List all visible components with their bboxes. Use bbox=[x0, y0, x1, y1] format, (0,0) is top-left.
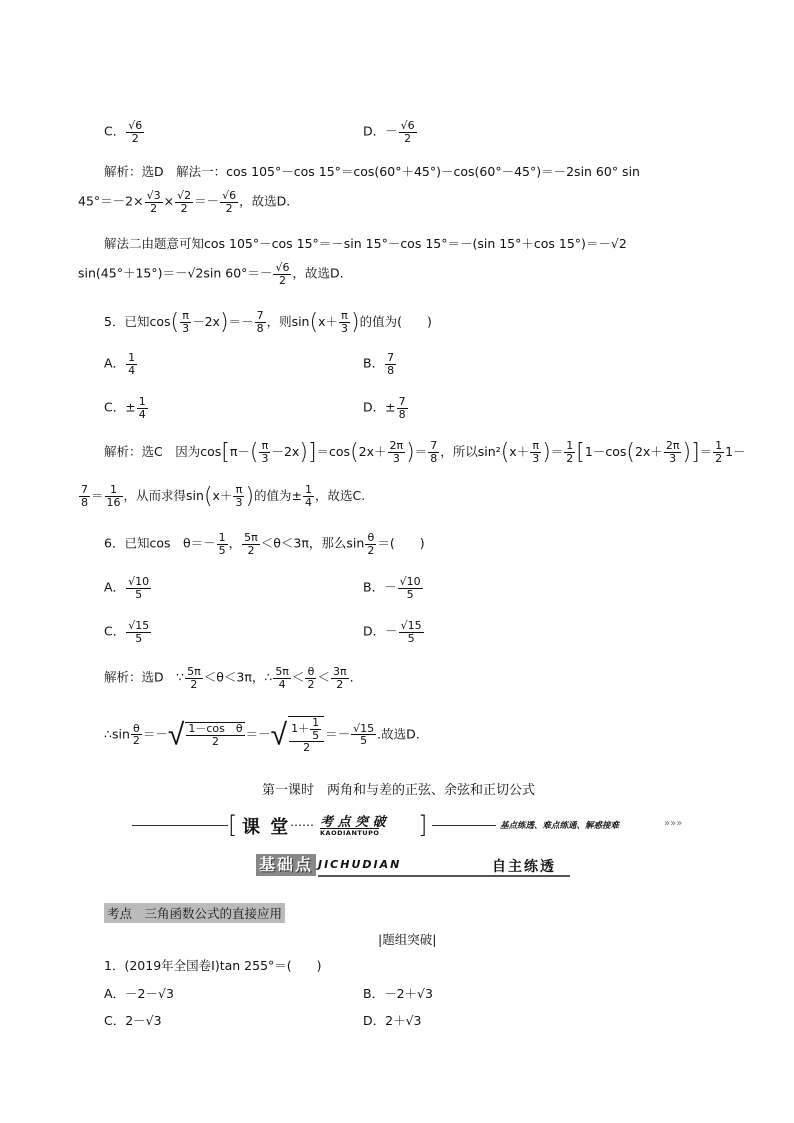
text: ＝ bbox=[91, 488, 104, 503]
denominator: 4 bbox=[278, 677, 286, 691]
solution-6-line-1 bbox=[104, 666, 354, 690]
fraction bbox=[220, 190, 238, 214]
text: －2x bbox=[192, 314, 220, 329]
numerator: √15 bbox=[128, 619, 150, 632]
text: 5．已知cos bbox=[104, 314, 171, 329]
numerator: π bbox=[180, 310, 191, 323]
numerator: 3π bbox=[332, 665, 347, 678]
question-6 bbox=[104, 532, 425, 556]
fraction bbox=[305, 666, 316, 690]
text: x＋ bbox=[509, 444, 530, 459]
radical-sign: √ bbox=[270, 717, 288, 753]
fraction bbox=[126, 120, 144, 144]
fraction bbox=[180, 310, 191, 334]
paren: ( bbox=[203, 484, 213, 509]
question-1: 1．(2019年全国卷Ⅰ)tan 255°＝( ) bbox=[104, 958, 322, 973]
q6-option-a bbox=[104, 576, 152, 600]
numerator: θ bbox=[305, 666, 316, 679]
option-d-top bbox=[363, 120, 418, 144]
denominator: 3 bbox=[669, 452, 677, 465]
numerator: √6 bbox=[275, 261, 290, 274]
text: ＝－ bbox=[245, 726, 271, 742]
fraction bbox=[288, 716, 324, 754]
denominator: 2 bbox=[131, 131, 139, 145]
text: 1－ bbox=[725, 444, 746, 459]
option-label: D．－ bbox=[363, 623, 398, 639]
bracket: ] bbox=[691, 440, 700, 465]
denominator: 2 bbox=[180, 201, 188, 215]
fraction bbox=[385, 352, 396, 376]
paren: ( bbox=[249, 440, 259, 465]
section-pinyin: JICHUDIAN bbox=[318, 858, 402, 871]
text: × bbox=[163, 193, 175, 209]
bracket: [ bbox=[221, 440, 230, 465]
numerator: 1 bbox=[105, 484, 123, 497]
fraction bbox=[365, 532, 376, 556]
denominator: 2 bbox=[307, 677, 315, 691]
text: ＝－ bbox=[142, 726, 168, 742]
fraction bbox=[175, 190, 193, 214]
q5-option-d bbox=[363, 396, 409, 420]
text: x＋ bbox=[212, 488, 233, 503]
solution-5-line-2 bbox=[78, 484, 365, 509]
fraction bbox=[399, 120, 417, 144]
fraction bbox=[564, 440, 575, 464]
text: ＝ bbox=[550, 444, 564, 459]
solution-4-line-3: 解法二由题意可知cos 105°－cos 15°＝－sin 15°－cos 15°＝－(sin 15°＋cos 15°)＝－√2 bbox=[104, 236, 627, 251]
text: ＝ bbox=[414, 444, 428, 459]
denominator: 5 bbox=[407, 631, 415, 645]
fraction bbox=[242, 532, 260, 556]
text: ，故选C. bbox=[315, 488, 366, 503]
numerator: 5π bbox=[244, 531, 258, 544]
text: 2x＋ bbox=[634, 444, 663, 459]
solution-4-line-1: 解析：选D 解法一：cos 105°－cos 15°＝cos(60°＋45°)－cos(60°－45°)＝－2sin 60° sin bbox=[104, 164, 640, 179]
denominator: 8 bbox=[430, 452, 438, 465]
banner-kaodian: 考 点 突 破 bbox=[320, 815, 386, 830]
numerator: √15 bbox=[353, 721, 375, 735]
paren: ) bbox=[682, 440, 692, 465]
denominator: 5 bbox=[406, 587, 414, 601]
denominator: 3 bbox=[532, 452, 540, 465]
fraction bbox=[399, 620, 424, 644]
banner-bracket-right: ] bbox=[418, 811, 428, 839]
text: 45°＝－2× bbox=[78, 193, 144, 209]
denominator: 2 bbox=[278, 273, 286, 287]
numerator: π bbox=[530, 440, 541, 453]
denominator: 5 bbox=[360, 734, 368, 748]
numerator: θ bbox=[131, 723, 142, 736]
q6-option-b bbox=[363, 576, 424, 600]
numerator: 7 bbox=[387, 351, 395, 364]
numerator: 1 bbox=[305, 483, 313, 497]
fraction bbox=[126, 620, 151, 644]
numerator: 5π bbox=[187, 665, 201, 678]
lesson-title: 第一课时 两角和与差的正弦、余弦和正切公式 bbox=[262, 783, 536, 798]
text: 的值为± bbox=[254, 488, 303, 503]
text: ，故选D. bbox=[292, 265, 344, 281]
text: ＝( ) bbox=[377, 535, 425, 551]
denominator: 2 bbox=[190, 677, 198, 691]
paren: ( bbox=[350, 440, 359, 465]
numerator: 1 bbox=[138, 395, 146, 408]
fraction bbox=[259, 440, 270, 464]
fraction bbox=[310, 717, 321, 741]
denominator: 2 bbox=[715, 452, 723, 465]
paren: ) bbox=[299, 440, 308, 465]
denominator: 4 bbox=[138, 407, 146, 421]
text: ∴sin bbox=[104, 726, 130, 742]
text: ＝－ bbox=[325, 726, 351, 742]
banner-pinyin: KAODIANTUPO bbox=[320, 829, 380, 837]
denominator: 2 bbox=[247, 543, 255, 557]
text: ＜θ＜3π，那么sin bbox=[260, 535, 365, 551]
text: ，从而求得sin bbox=[123, 488, 204, 503]
fraction bbox=[397, 396, 408, 420]
fraction bbox=[185, 666, 203, 690]
denominator: 2 bbox=[336, 677, 344, 691]
text: 解析：选D ∵ bbox=[104, 669, 185, 685]
paren: ) bbox=[542, 440, 551, 465]
denominator: 2 bbox=[225, 201, 233, 215]
numerator: π bbox=[259, 440, 270, 453]
fraction bbox=[398, 576, 423, 600]
fraction bbox=[126, 352, 137, 376]
option-label: B．－ bbox=[363, 579, 397, 595]
numerator: 1 bbox=[715, 439, 723, 453]
q1-option-a: A．－2－√3 bbox=[104, 986, 174, 1001]
radical-sign: √ bbox=[167, 717, 185, 753]
denominator: 3 bbox=[182, 322, 190, 335]
denominator: 4 bbox=[128, 363, 136, 377]
option-label: C．± bbox=[104, 399, 136, 415]
section-underline bbox=[318, 875, 570, 877]
paren: ( bbox=[170, 310, 180, 335]
q1-option-d: D．2＋√3 bbox=[363, 1013, 422, 1028]
text: ＝－ bbox=[228, 314, 254, 329]
solution-4-line-4 bbox=[78, 262, 344, 286]
denominator: 2 bbox=[404, 131, 412, 145]
denominator: 5 bbox=[218, 543, 226, 557]
numerator: π bbox=[233, 484, 244, 497]
tizu-label: |题组突破| bbox=[378, 932, 437, 947]
paren: ( bbox=[309, 310, 319, 335]
fraction bbox=[145, 190, 163, 214]
denominator: 8 bbox=[256, 322, 264, 335]
text: 6．已知cos θ＝－ bbox=[104, 535, 216, 551]
banner-left-rule bbox=[132, 825, 228, 826]
numerator: √15 bbox=[400, 619, 422, 632]
chevrons-icon: »»» bbox=[664, 818, 683, 829]
text: ，故选D. bbox=[239, 193, 291, 209]
text: ＝ bbox=[699, 444, 713, 459]
denominator: 2 bbox=[566, 452, 574, 465]
fraction bbox=[388, 440, 406, 464]
option-label: C． bbox=[104, 123, 126, 139]
numerator bbox=[289, 717, 324, 742]
q1-option-b: B．－2＋√3 bbox=[363, 986, 433, 1001]
banner-right-rule bbox=[432, 825, 496, 826]
numerator: √3 bbox=[146, 189, 161, 202]
text: ＝－ bbox=[194, 193, 220, 209]
text: ，则sin bbox=[266, 314, 310, 329]
option-label: D．－ bbox=[363, 123, 398, 139]
numerator: 1 bbox=[312, 716, 320, 729]
numerator: 1 bbox=[218, 531, 226, 544]
fraction bbox=[273, 262, 291, 286]
fraction bbox=[664, 440, 682, 464]
fraction bbox=[331, 666, 349, 690]
fraction bbox=[217, 532, 228, 556]
numerator: 7 bbox=[430, 439, 438, 453]
q5-option-b bbox=[363, 352, 397, 376]
paren: ) bbox=[350, 310, 360, 335]
text: ＜θ＜3π，∴ bbox=[203, 669, 273, 685]
fraction bbox=[530, 440, 541, 464]
banner-ketang: 课 堂 bbox=[242, 817, 291, 838]
text: 的值为( ) bbox=[359, 314, 432, 329]
banner-right-text: 基点练透、难点练通、解惑接难 bbox=[500, 821, 620, 831]
option-c-top bbox=[104, 120, 145, 144]
numerator: π bbox=[339, 310, 350, 323]
text: －2x bbox=[271, 444, 300, 459]
denominator: 2 bbox=[367, 543, 375, 557]
numerator: √2 bbox=[177, 189, 192, 202]
fraction bbox=[428, 440, 439, 464]
denominator: 5 bbox=[135, 587, 143, 601]
paren: ) bbox=[245, 484, 255, 509]
q1-option-c: C．2－√3 bbox=[104, 1013, 162, 1028]
text: ，所以sin² bbox=[440, 444, 501, 459]
text: .故选D. bbox=[377, 726, 420, 742]
numerator: √10 bbox=[399, 575, 421, 588]
solution-6-line-2 bbox=[104, 716, 420, 754]
denominator: 5 bbox=[312, 728, 320, 742]
numerator: 7 bbox=[81, 483, 88, 497]
numerator: √10 bbox=[128, 575, 150, 588]
denominator: 8 bbox=[398, 407, 406, 421]
text: 1＋ bbox=[291, 722, 310, 736]
text: ＜ bbox=[317, 669, 330, 685]
option-label: A． bbox=[104, 579, 126, 595]
denominator: 3 bbox=[261, 452, 269, 465]
paren: ( bbox=[626, 440, 635, 465]
fraction bbox=[273, 666, 291, 690]
text: x＋ bbox=[318, 314, 338, 329]
denominator: 4 bbox=[305, 496, 313, 509]
solution-5-line-1 bbox=[104, 440, 746, 465]
numerator: 7 bbox=[398, 395, 406, 408]
q5-option-c bbox=[104, 396, 149, 420]
paren: ) bbox=[406, 440, 415, 465]
text: π－ bbox=[229, 444, 250, 459]
bracket: [ bbox=[576, 440, 585, 465]
numerator: 1－cos θ bbox=[188, 722, 243, 736]
question-5 bbox=[104, 310, 432, 335]
option-label: A． bbox=[104, 355, 126, 371]
text: sin(45°＋15°)＝－√2sin 60°＝－ bbox=[78, 265, 273, 281]
denominator: 3 bbox=[235, 496, 243, 509]
denominator: 2 bbox=[303, 741, 311, 755]
text: ， bbox=[228, 535, 242, 551]
denominator: 16 bbox=[106, 496, 121, 509]
text: 解析：选C 因为cos bbox=[104, 444, 222, 459]
banner-bracket-left: [ bbox=[228, 811, 238, 839]
denominator: 2 bbox=[211, 734, 219, 748]
denominator: 2 bbox=[150, 201, 158, 215]
fraction bbox=[137, 396, 148, 420]
numerator: √6 bbox=[222, 189, 237, 202]
paren: ( bbox=[500, 440, 510, 465]
text: ＝cos bbox=[316, 444, 351, 459]
banner-dots: …… bbox=[290, 815, 314, 829]
option-label: B． bbox=[363, 355, 385, 371]
numerator: 2π bbox=[665, 439, 680, 453]
numerator: 5π bbox=[275, 665, 289, 678]
denominator: 2 bbox=[132, 734, 140, 748]
numerator: √6 bbox=[128, 119, 143, 132]
text: 2x＋ bbox=[358, 444, 387, 459]
numerator: √6 bbox=[400, 119, 415, 132]
option-label: D．± bbox=[363, 399, 396, 415]
denominator: 8 bbox=[387, 363, 395, 377]
numerator: 1 bbox=[128, 351, 136, 364]
fraction bbox=[105, 484, 123, 508]
denominator: 3 bbox=[392, 452, 400, 465]
solution-4-line-2 bbox=[78, 190, 290, 214]
numerator: 7 bbox=[256, 309, 264, 323]
numerator: 2π bbox=[389, 439, 404, 453]
option-label: C． bbox=[104, 623, 126, 639]
section-right-label: 自主练透 bbox=[492, 859, 556, 875]
denominator: 3 bbox=[340, 322, 348, 335]
fraction bbox=[126, 576, 151, 600]
fraction bbox=[185, 722, 244, 747]
fraction bbox=[351, 723, 376, 747]
numerator: 1 bbox=[566, 439, 574, 453]
fraction bbox=[131, 723, 142, 747]
fraction bbox=[255, 310, 266, 334]
section-title: 基础点 bbox=[256, 854, 316, 876]
numerator: θ bbox=[365, 532, 376, 545]
fraction bbox=[233, 484, 244, 508]
q6-option-d bbox=[363, 620, 425, 644]
fraction bbox=[79, 484, 90, 508]
denominator: 8 bbox=[81, 496, 88, 509]
q5-option-a bbox=[104, 352, 138, 376]
fraction bbox=[303, 484, 314, 508]
text: . bbox=[349, 669, 354, 685]
text: 1－cos bbox=[584, 444, 627, 459]
text: ＜ bbox=[291, 669, 305, 685]
fraction bbox=[713, 440, 724, 464]
q6-option-c bbox=[104, 620, 152, 644]
kaodian-title: 考点 三角函数公式的直接应用 bbox=[104, 903, 285, 923]
denominator: 5 bbox=[135, 631, 143, 645]
bracket: ] bbox=[307, 440, 317, 465]
fraction bbox=[339, 310, 350, 334]
paren: ) bbox=[219, 310, 229, 335]
